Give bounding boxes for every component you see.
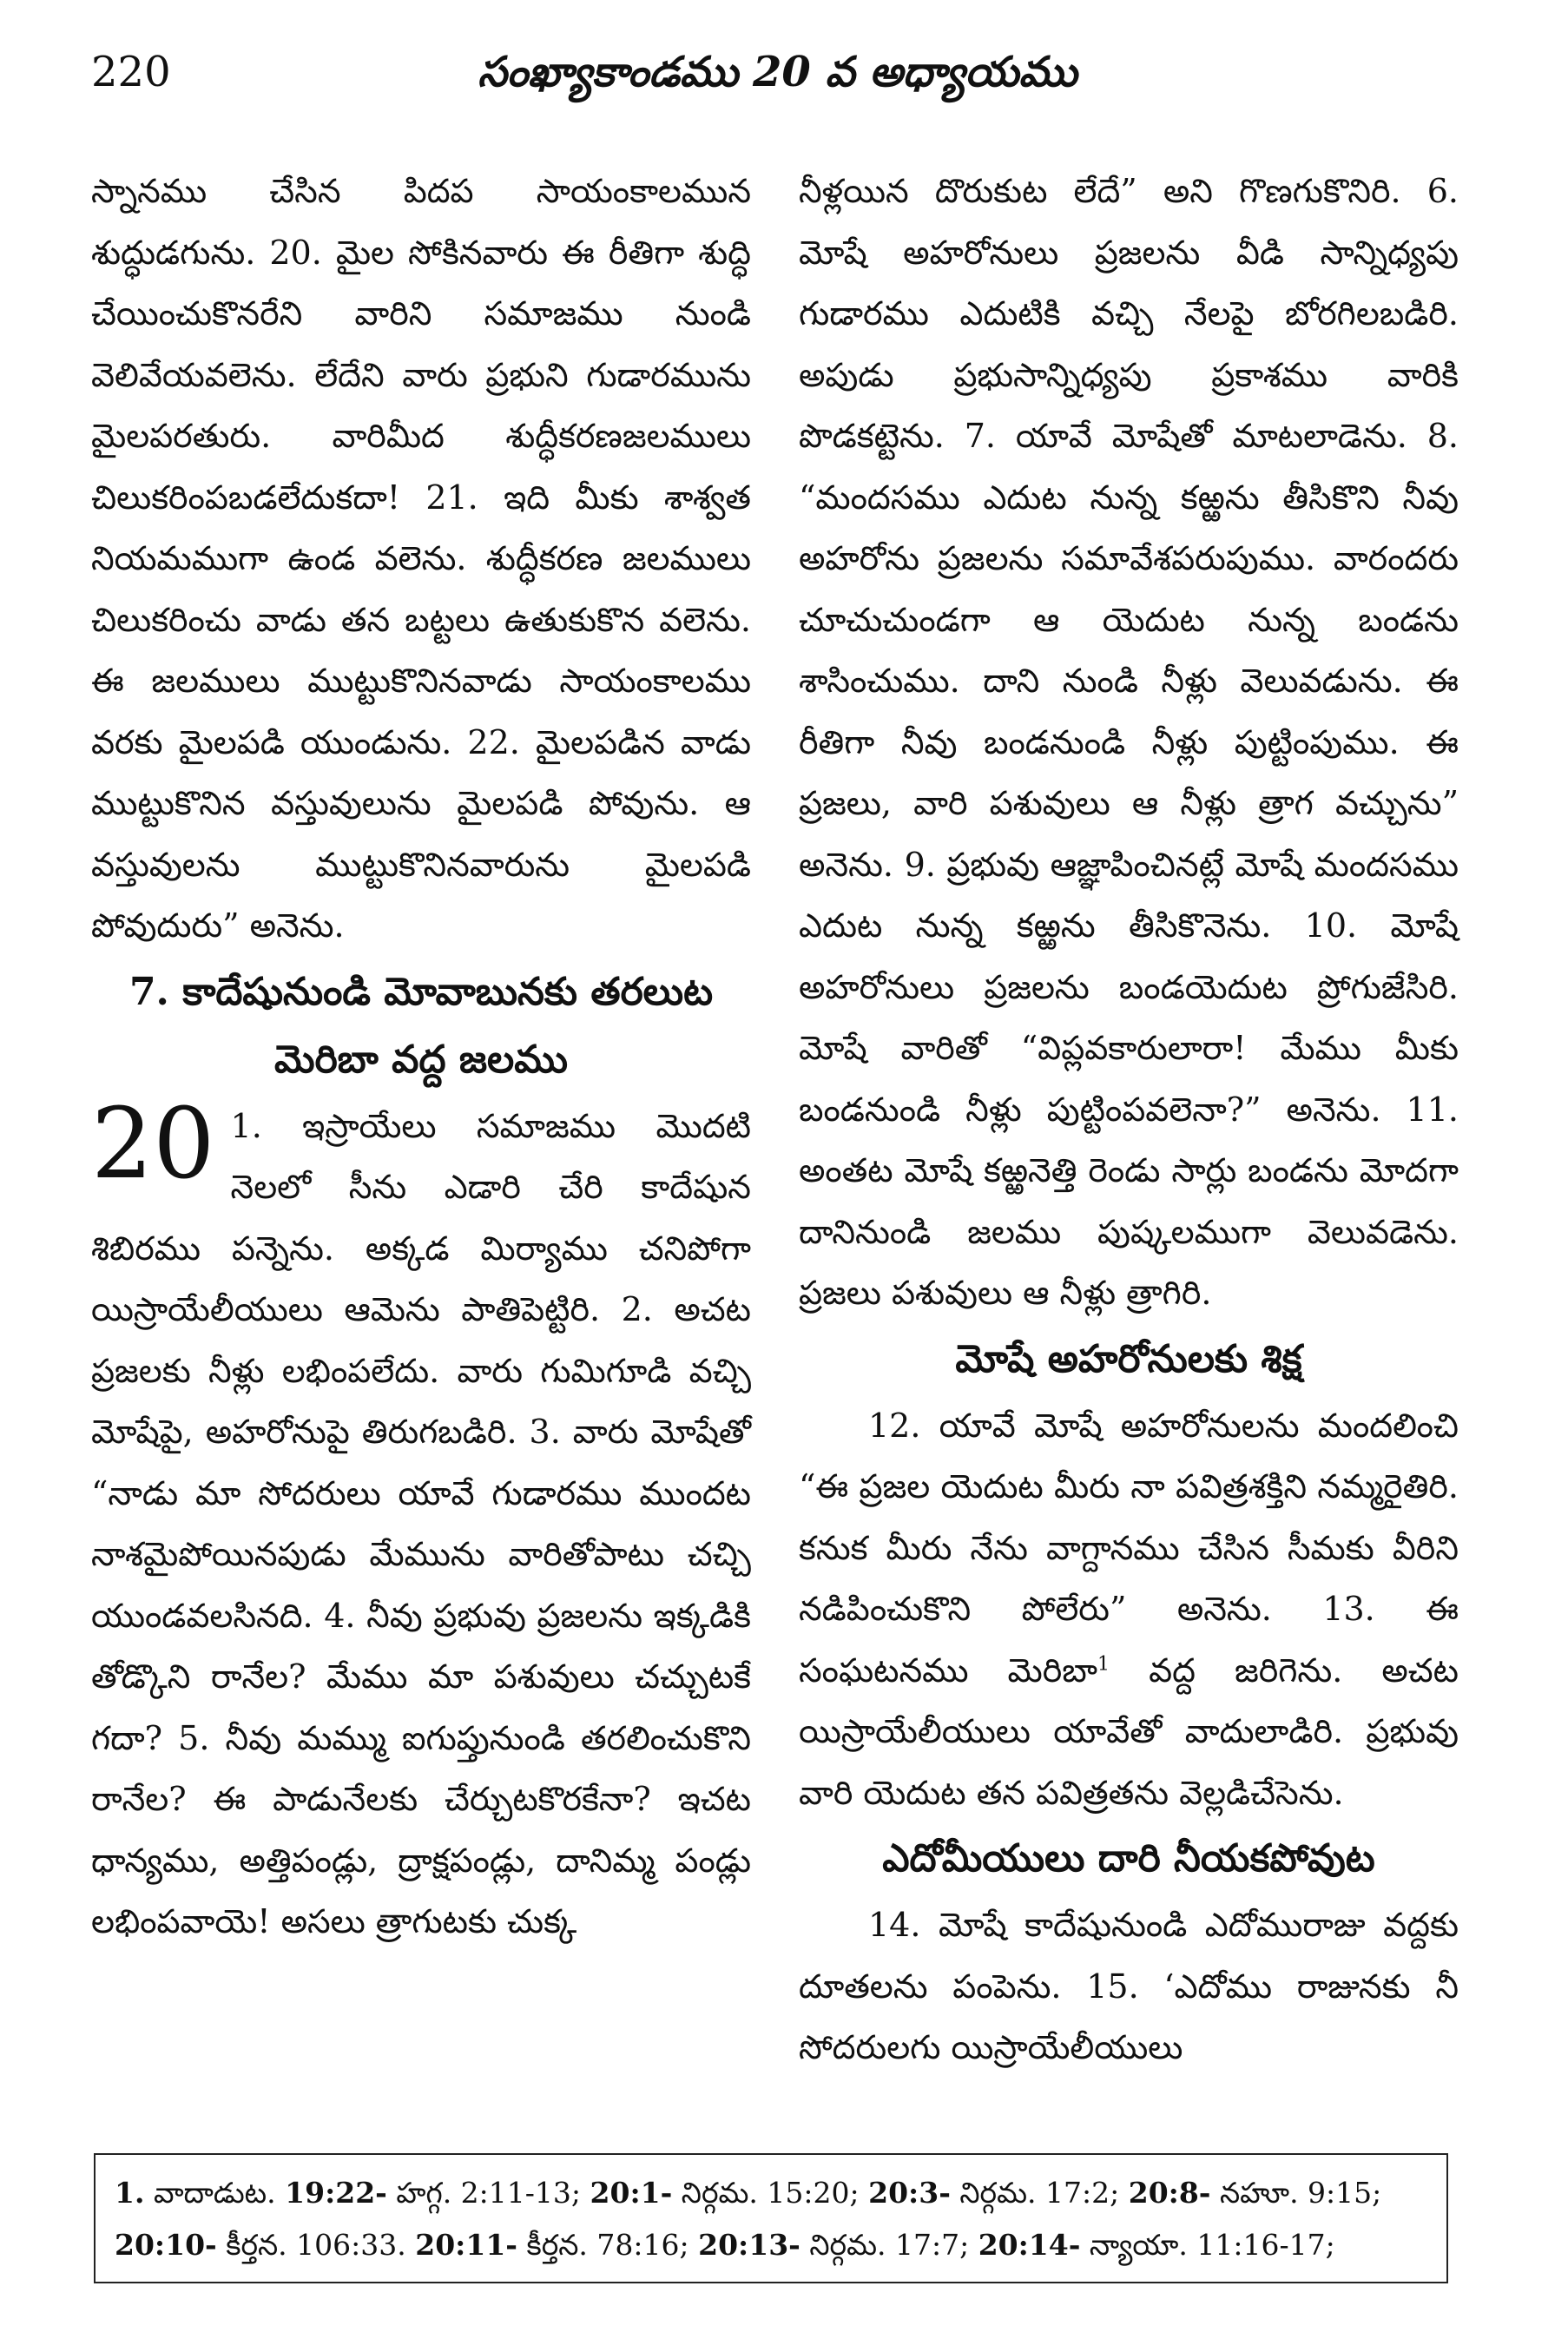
section-title: 7. కాదేషునుండి మోవాబునకు తరలుట <box>128 969 714 1014</box>
section-title: ఎదోమీయులు దారి నీయకపోవుట <box>882 1836 1375 1881</box>
reference-text: కీర్తన. 106:33. <box>216 2228 416 2262</box>
reference-text: హగ్గ. 2:11-13; <box>386 2176 590 2210</box>
section-title: మోషే అహరోనులకు శిక్ష <box>955 1336 1302 1381</box>
footnote-line <box>115 2167 1427 2219</box>
page-header <box>91 48 1464 117</box>
footnote-box <box>94 2153 1448 2283</box>
paragraph-text: వద్ద జరిగెను. అచట యిస్రాయేలీయులు యావేతో వాదులాడిరి. ప్రభువు వారి యెదుట తన పవిత్రతను వెల్లడిచేసెను. <box>799 1650 1459 1812</box>
chapter-number-dropcap: 20 <box>91 1087 215 1201</box>
subsection-title: మెరిబా వద్ద జలము <box>274 1037 568 1082</box>
chapter-paragraph <box>91 1087 751 1953</box>
reference-label: 20:10- <box>115 2228 217 2262</box>
paragraph-text: 12. యావే మోషే అహరోనులను మందలించి “ఈ ప్రజల యెదుట మీరు నా పవిత్రశక్తిని నమ్మరైతిరి. కనుక మీరు నేను వాగ్దానము చేసిన సీమకు వీరిని నడిపించుకొని పోలేరు” అనెను. 13. ఈ సంఘటనము మెరిబా <box>799 1406 1459 1690</box>
reference-text: న్యాయా. 11:16-17; <box>1080 2228 1335 2262</box>
paragraph: నీళ్లయిన దొరుకుట లేదే” అని గొణగుకొనిరి. 6. మోషే అహరోనులు ప్రజలను వీడి సాన్నిధ్యపు గుడారము ఎదుటికి వచ్చి నేలపై బోరగిలబడిరి. అపుడు ప్రభుసాన్నిధ్యపు ప్రకాశము వారికి పొడకట్టెను. 7. యావే మోషేతో మాటలాడెను. 8. “మందసము ఎదుట నున్న కఱ్ఱను తీసికొని నీవు అహరోను ప్రజలను సమావేశపరుపుము. వారందరు చూచుచుండగా ఆ యెదుట నున్న బండను శాసించుము. దాని నుండి నీళ్లు వెలువడును. ఈ రీతిగా నీవు బండనుండి నీళ్లు పుట్టింపుము. ఈ ప్రజలు, వారి పశువులు ఆ నీళ్లు త్రాగ వచ్చును” అనెను. 9. ప్రభువు ఆజ్ఞాపించినట్లే మోషే మందసము ఎదుట నున్న కఱ్ఱను తీసికొనెను. 10. మోషే అహరోనులు ప్రజలను బండయెదుట ప్రోగుజేసిరి. మోషే వారితో “విప్లవకారులారా! మేము మీకు బండనుండి నీళ్లు పుట్టింపవలెనా?” అనెను. 11. అంతట మోషే కఱ్ఱనెత్తి రెండు సార్లు బండను మోదగా దానినుండి జలము పుష్కలముగా వెలువడెను. ప్రజలు పశువులు ఆ నీళ్లు త్రాగిరి. <box>799 172 1459 1312</box>
reference-text: నిర్గమ. 17:7; <box>800 2228 978 2262</box>
reference-text: నిర్గమ. 17:2; <box>950 2176 1129 2210</box>
reference-label: 20:1- <box>590 2176 673 2210</box>
left-column <box>91 161 751 1953</box>
reference-label: 20:14- <box>978 2228 1081 2262</box>
paragraph <box>799 1395 1459 1824</box>
reference-text: నిర్గమ. 15:20; <box>672 2176 869 2210</box>
page-number: 220 <box>91 48 171 96</box>
reference-label: 20:11- <box>415 2228 517 2262</box>
running-title: సంఖ్యాకాండము 20 వ అధ్యాయము <box>478 48 1077 96</box>
right-column <box>799 161 1459 2079</box>
paragraph: 14. మోషే కాదేషునుండి ఎదోమురాజు వద్దకు దూతలను పంపెను. 15. ‘ఎదోము రాజునకు నీ సోదరులగు యిస్రాయేలీయులు <box>799 1906 1459 2066</box>
footnote-marker: 1 <box>1097 1652 1110 1675</box>
reference-label: 19:22- <box>285 2176 387 2210</box>
reference-label: 20:13- <box>698 2228 800 2262</box>
footnote-text: వాదాడుట. <box>144 2176 286 2210</box>
paragraph-text: 1. ఇస్రాయేలు సమాజము మొదటి నెలలో సీను ఎడారి చేరి కాదేషున శిబిరము పన్నెను. అక్కడ మిర్యాము చనిపోగా యిస్రాయేలీయులు ఆమెను పాతిపెట్టిరి. 2. అచట ప్రజలకు నీళ్లు లభింపలేదు. వారు గుమిగూడి వచ్చి మోషేపై, అహరోనుపై తిరుగబడిరి. 3. వారు మోషేతో “నాడు మా సోదరులు యావే గుడారము ముందట నాశమైపోయినపుడు మేమును వారితోపాటు చచ్చి యుండవలసినది. 4. నీవు ప్రభువు ప్రజలను ఇక్కడికి తోడ్కొని రానేల? మేము మా పశువులు చచ్చుటకే గదా? 5. నీవు మమ్ము ఐగుప్తునుండి తరలించుకొని రానేల? ఈ పాడునేలకు చేర్చుటకొరకేనా? ఇచట ధాన్యము, అత్తిపండ్లు, ద్రాక్షపండ్లు, దానిమ్మ పండ్లు లభింపవాయె! అసలు త్రాగుటకు చుక్క <box>91 1106 751 1940</box>
reference-label: 20:3- <box>868 2176 951 2210</box>
reference-label: 20:8- <box>1128 2176 1211 2210</box>
reference-text: నహూ. 9:15; <box>1210 2176 1382 2210</box>
footnote-line <box>115 2219 1427 2271</box>
reference-text: కీర్తన. 78:16; <box>517 2228 699 2262</box>
paragraph: స్నానము చేసిన పిదప సాయంకాలమున శుద్ధుడగును. 20. మైల సోకినవారు ఈ రీతిగా శుద్ధి చేయించుకొనరేని వారిని సమాజము నుండి వెలివేయవలెను. లేదేని వారు ప్రభుని గుడారమును మైలపరతురు. వారిమీద శుద్ధీకరణజలములు చిలుకరింపబడలేదుకదా! 21. ఇది మీకు శాశ్వత నియమముగా ఉండ వలెను. శుద్ధీకరణ జలములు చిలుకరించు వాడు తన బట్టలు ఉతుకుకొన వలెను. ఈ జలములు ముట్టుకొనినవాడు సాయంకాలము వరకు మైలపడి యుండును. 22. మైలపడిన వాడు ముట్టుకొనిన వస్తువులును మైలపడి పోవును. ఆ వస్తువులను ముట్టుకొనినవారును మైలపడి పోవుదురు” అనెను. <box>91 172 751 945</box>
footnote-label: 1. <box>115 2176 145 2210</box>
